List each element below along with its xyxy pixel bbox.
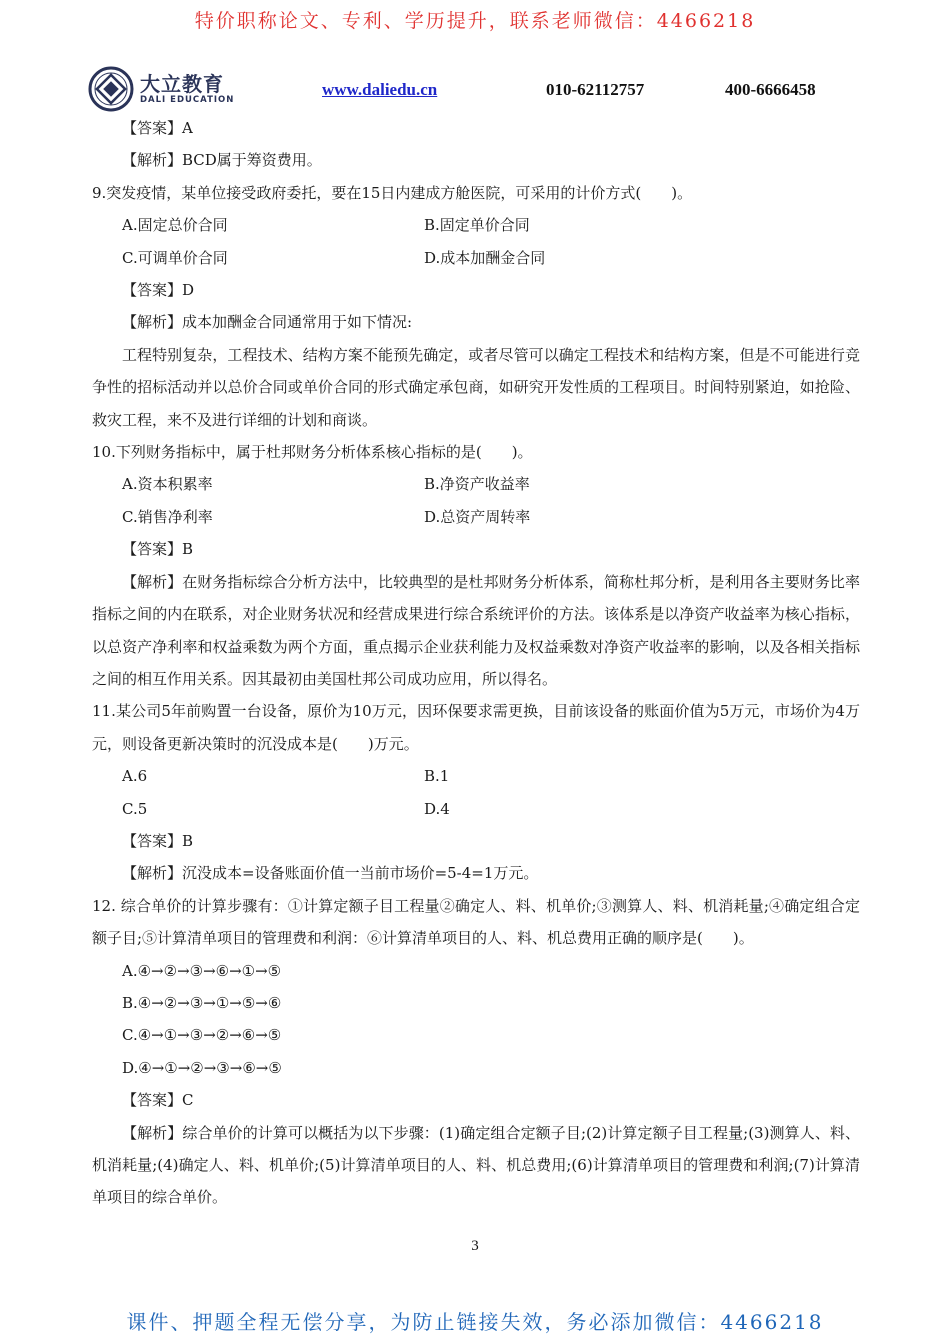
brand-name-en: DALI EDUCATION: [140, 95, 235, 105]
page-number: 3: [471, 1238, 479, 1254]
q9-option-a: A.固定总价合同: [122, 216, 228, 235]
q11-option-b: B.1: [424, 767, 450, 786]
q10-option-b: B.净资产收益率: [424, 475, 530, 494]
q9-analysis-body: 工程特别复杂，工程技术、结构方案不能预先确定，或者尽管可以确定工程技术和结构方案，但是不可能进行竞争性的招标活动并以总价合同或单价合同的形式确定承包商，如研究开发性质的工程项目。时间特别紧迫，如抢险、救灾工程，来不及进行详细的计划和商谈。: [92, 345, 860, 429]
q9-analysis: 【解析】成本加酬金合同通常用于如下情况:: [122, 313, 413, 332]
q11-analysis: 【解析】沉没成本=设备账面价值一当前市场价=5-4=1万元。: [122, 864, 539, 883]
q8-answer: 【答案】A: [122, 119, 193, 137]
q9-answer: 【答案】D: [122, 281, 195, 300]
phone-number-2: 400-6666458: [725, 80, 816, 99]
q9-option-b: B.固定单价合同: [424, 216, 530, 235]
q10-answer: 【答案】B: [122, 540, 194, 559]
q10-options-row-2: [92, 501, 860, 533]
q10-option-a: A.资本积累率: [122, 475, 213, 494]
q12-analysis: 【解析】综合单价的计算可以概括为以下步骤：(1)确定组合定额子目;(2)计算定额子目工程量;(3)测算人、料、机消耗量;(4)确定人、料、机单价;(5)计算清单项目的人、料、机总费用;(6)计算清单项目的管理费和利润;(7)计算清单项目的综合单价。: [92, 1123, 860, 1207]
q11-option-c: C.5: [122, 799, 148, 818]
bottom-promo-banner: 课件、押题全程无偿分享，为防止链接失效，务必添加微信：4466218: [126, 1310, 824, 1334]
q9-option-c: C.可调单价合同: [122, 248, 228, 267]
q12-answer: 【答案】C: [122, 1091, 194, 1110]
q12-stem: 12. 综合单价的计算步骤有：①计算定额子目工程量②确定人、料、机单价;③测算人、料、机消耗量;④确定组合定额子目;⑤计算清单项目的管理费和利润：⑥计算清单项目的人、料、机总费用正确的顺序是( )。: [92, 896, 860, 948]
q9-option-d: D.成本加酬金合同: [424, 248, 546, 267]
dali-education-logo: [88, 66, 134, 112]
q12-option-b: B.④→②→③→①→⑤→⑥: [122, 993, 282, 1012]
q10-stem: 10.下列财务指标中，属于杜邦财务分析体系核心指标的是( )。: [92, 443, 533, 462]
q11-option-d: D.4: [424, 799, 450, 818]
q10-option-d: D.总资产周转率: [424, 507, 531, 526]
website-link[interactable]: www.daliedu.cn: [322, 80, 438, 99]
brand-name-cn: 大立教育: [140, 72, 224, 96]
phone-number-1: 010-62112757: [546, 80, 645, 99]
q10-analysis: 【解析】在财务指标综合分析方法中，比较典型的是杜邦财务分析体系，简称杜邦分析，是利用各主要财务比率指标之间的内在联系，对企业财务状况和经营成果进行综合系统评价的方法。该体系是以净资产收益率为核心指标，以总资产净利率和权益乘数为两个方面，重点揭示企业获利能力及权益乘数对净资产收益率的影响，以及各相关指标之间的相互作用关系。因其最初由美国杜邦公司成功应用，所以得名。: [92, 572, 860, 688]
q11-stem: 11.某公司5年前购置一台设备，原价为10万元，因环保要求需更换，目前该设备的账面价值为5万元，市场价为4万元，则设备更新决策时的沉没成本是( )万元。: [92, 702, 860, 753]
document-body: [92, 112, 860, 1214]
top-promo-banner: 特价职称论文、专利、学历提升，联系老师微信：4466218: [194, 10, 756, 32]
q11-options-row-2: [92, 793, 860, 825]
q9-stem: 9.突发疫情，某单位接受政府委托，要在15日内建成方舱医院，可采用的计价方式( )。: [92, 183, 693, 202]
q9-options-row-2: [92, 242, 860, 274]
q11-options-row-1: [92, 760, 860, 792]
q12-option-a: A.④→②→③→⑥→①→⑤: [122, 961, 282, 980]
q8-analysis: 【解析】BCD属于筹资费用。: [122, 151, 322, 170]
page-header: [88, 66, 868, 112]
q12-option-d: D.④→①→②→③→⑥→⑤: [122, 1058, 282, 1077]
q11-answer: 【答案】B: [122, 831, 194, 850]
q12-option-c: C.④→①→③→②→⑥→⑤: [122, 1026, 282, 1045]
q10-options-row-1: [92, 468, 860, 500]
q11-option-a: A.6: [122, 767, 148, 786]
q9-options-row-1: [92, 209, 860, 241]
q10-option-c: C.销售净利率: [122, 507, 213, 526]
